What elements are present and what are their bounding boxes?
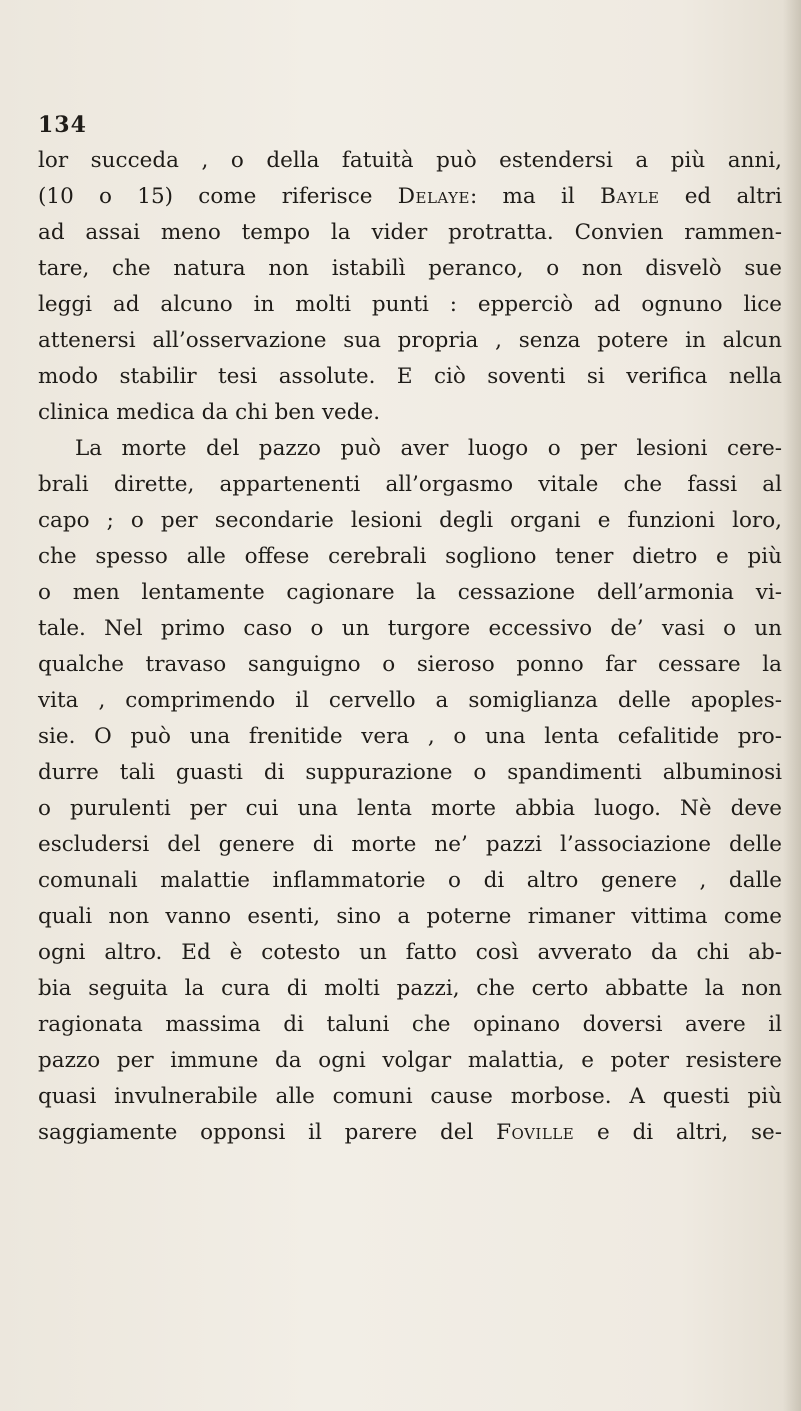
text-line: o purulenti per cui una lenta morte abbia luogo. Nè deve: [38, 796, 782, 821]
text-line: lor succeda , o della fatuità può estendersi a più anni,: [38, 148, 782, 173]
text-line: vita , comprimendo il cervello a somiglianza delle apoples-: [38, 688, 782, 713]
text-line: (10 o 15) come riferisce Delaye: ma il Bayle ed altri: [38, 184, 782, 209]
text-line: brali dirette, appartenenti all’orgasmo vitale che fassi al: [38, 472, 782, 497]
text-line: attenersi all’osservazione sua propria , senza potere in alcun: [38, 328, 782, 353]
page-edge-shadow: [783, 0, 801, 1411]
text-line: ragionata massima di taluni che opinano doversi avere il: [38, 1012, 782, 1037]
text-line: capo ; o per secondarie lesioni degli organi e funzioni loro,: [38, 508, 782, 533]
paragraph-start-line: La morte del pazzo può aver luogo o per lesioni cere-: [75, 436, 782, 461]
text-line: qualche travaso sanguigno o sieroso ponno far cessare la: [38, 652, 782, 677]
text-line: sie. O può una frenitide vera , o una lenta cefalitide pro-: [38, 724, 782, 749]
text-line: saggiamente opponsi il parere del Foville e di altri, se-: [38, 1120, 783, 1145]
text-line: pazzo per immune da ogni volgar malattia, e poter resistere: [38, 1048, 782, 1073]
text-line: quasi invulnerabile alle comuni cause morbose. A questi più: [38, 1084, 782, 1109]
text-line: che spesso alle offese cerebrali sogliono tener dietro e più: [38, 544, 782, 569]
text-line: bia seguita la cura di molti pazzi, che certo abbatte la non: [38, 976, 782, 1001]
text-line: ogni altro. Ed è cotesto un fatto così avverato da chi ab-: [38, 940, 782, 965]
text-line: clinica medica da chi ben vede.: [38, 400, 381, 425]
page-number: 134: [38, 112, 87, 138]
text-line: quali non vanno esenti, sino a poterne rimaner vittima come: [38, 904, 782, 929]
text-line: tare, che natura non istabilì peranco, o non disvelò sue: [38, 256, 782, 281]
text-line: ad assai meno tempo la vider protratta. Convien rammen-: [38, 220, 782, 245]
text-line: comunali malattie inflammatorie o di altro genere , dalle: [38, 868, 782, 893]
body-text: [38, 143, 782, 1151]
text-line: modo stabilir tesi assolute. E ciò soventi si verifica nella: [38, 364, 782, 389]
text-line: o men lentamente cagionare la cessazione dell’armonia vi-: [38, 580, 782, 605]
text-line: escludersi del genere di morte ne’ pazzi l’associazione delle: [38, 832, 782, 857]
text-line: durre tali guasti di suppurazione o spandimenti albuminosi: [38, 760, 782, 785]
text-line: leggi ad alcuno in molti punti : epperciò ad ognuno lice: [38, 292, 782, 317]
text-line: tale. Nel primo caso o un turgore eccessivo de’ vasi o un: [38, 616, 782, 641]
